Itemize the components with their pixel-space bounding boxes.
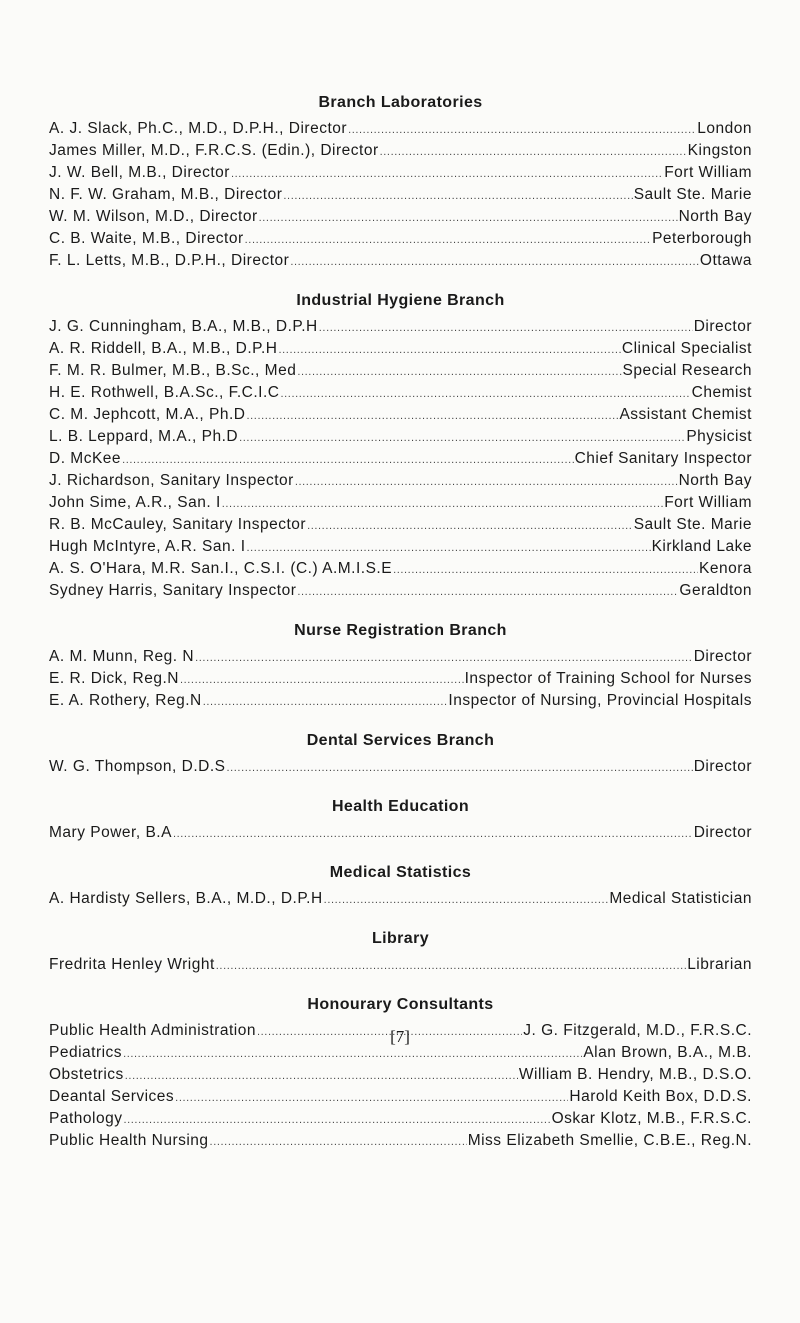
entry-value: Physicist (686, 428, 752, 445)
dot-leader (246, 405, 618, 427)
entry-value: Director (693, 648, 752, 665)
entry-value: North Bay (678, 472, 752, 489)
entry-value: William B. Hendry, M.B., D.S.O. (518, 1066, 752, 1083)
entry-value: Chemist (691, 384, 752, 401)
dot-leader (231, 163, 663, 185)
dot-leader (280, 383, 690, 405)
entry-value: Oskar Klotz, M.B., F.R.S.C. (551, 1110, 752, 1127)
entry-name: Pathology (49, 1110, 123, 1127)
directory-entry (49, 514, 752, 536)
entry-name: E. A. Rothery, Reg.N (49, 692, 202, 709)
dot-leader (297, 361, 621, 383)
directory-entry (49, 184, 752, 206)
section-heading: Medical Statistics (329, 864, 472, 881)
entry-name: A. J. Slack, Ph.C., M.D., D.P.H., Director (49, 120, 348, 137)
section (49, 792, 752, 844)
directory-entry (49, 558, 752, 580)
entry-name: J. Richardson, Sanitary Inspector (49, 472, 294, 489)
entry-name: W. M. Wilson, M.D., Director (49, 208, 258, 225)
entry-value: Chief Sanitary Inspector (574, 450, 752, 467)
dot-leader (173, 823, 693, 845)
entry-name: James Miller, M.D., F.R.C.S. (Edin.), Director (49, 142, 379, 159)
dot-leader (290, 251, 699, 273)
section-heading: Industrial Hygiene Branch (296, 292, 505, 309)
directory-entry (49, 426, 752, 448)
dot-leader (278, 339, 620, 361)
entry-value: Special Research (622, 362, 752, 379)
directory-entry (49, 140, 752, 162)
section (49, 924, 752, 976)
directory-entry (49, 954, 752, 976)
entry-value: J. G. Fitzgerald, M.D., F.R.S.C. (523, 1022, 752, 1039)
entry-value: Kenora (699, 560, 752, 577)
document-page (49, 88, 752, 1152)
directory-entry (49, 756, 752, 778)
entry-name: J. G. Cunningham, B.A., M.B., D.P.H (49, 318, 318, 335)
directory-entry (49, 338, 752, 360)
entry-value: Inspector of Nursing, Provincial Hospitals (448, 692, 752, 709)
directory-entry (49, 206, 752, 228)
dot-leader (195, 647, 693, 669)
dot-leader (125, 1065, 518, 1087)
entry-value: Assistant Chemist (619, 406, 752, 423)
dot-leader (175, 1087, 568, 1109)
entry-value: Alan Brown, B.A., M.B. (583, 1044, 752, 1061)
entry-name: A. R. Riddell, B.A., M.B., D.P.H (49, 340, 278, 357)
entry-value: Peterborough (652, 230, 752, 247)
dot-leader (239, 427, 685, 449)
dot-leader (216, 955, 686, 977)
entry-name: Fredrita Henley Wright (49, 956, 215, 973)
section-heading: Health Education (331, 798, 470, 815)
dot-leader (295, 471, 678, 493)
entry-value: Director (693, 824, 752, 841)
entry-name: C. B. Waite, M.B., Director (49, 230, 244, 247)
directory-entry (49, 228, 752, 250)
directory-entry (49, 470, 752, 492)
section (49, 726, 752, 778)
section (49, 88, 752, 272)
dot-leader (319, 317, 693, 339)
directory-entry (49, 382, 752, 404)
page-number: [7] (390, 1027, 410, 1046)
directory-entry (49, 162, 752, 184)
directory-entry (49, 118, 752, 140)
entry-value: Fort William (664, 494, 752, 511)
directory-entry (49, 1108, 752, 1130)
entry-name: Pediatrics (49, 1044, 123, 1061)
dot-leader (297, 581, 678, 603)
entry-value: Kingston (687, 142, 752, 159)
entry-value: Director (693, 758, 752, 775)
directory-entry (49, 448, 752, 470)
dot-leader (210, 1131, 467, 1153)
entry-value: London (697, 120, 752, 137)
directory-entry (49, 1064, 752, 1086)
dot-leader (283, 185, 632, 207)
entry-name: Mary Power, B.A (49, 824, 172, 841)
section (49, 990, 752, 1152)
entry-name: J. W. Bell, M.B., Director (49, 164, 230, 181)
directory-entry (49, 492, 752, 514)
entry-name: W. G. Thompson, D.D.S (49, 758, 226, 775)
entry-value: Sault Ste. Marie (633, 516, 752, 533)
section-heading: Honourary Consultants (307, 996, 494, 1013)
directory-entry (49, 690, 752, 712)
dot-leader (247, 537, 651, 559)
section-heading: Nurse Registration Branch (294, 622, 507, 639)
entry-name: R. B. McCauley, Sanitary Inspector (49, 516, 307, 533)
entry-name: Deantal Services (49, 1088, 175, 1105)
entry-name: A. M. Munn, Reg. N (49, 648, 195, 665)
directory-entry (49, 316, 752, 338)
entry-value: Ottawa (699, 252, 752, 269)
entry-value: Kirkland Lake (651, 538, 752, 555)
directory-entry (49, 668, 752, 690)
directory-entry (49, 1130, 752, 1152)
dot-leader (123, 1109, 550, 1131)
entry-value: Inspector of Training School for Nurses (464, 670, 752, 687)
entry-name: Public Health Administration (49, 1022, 256, 1039)
entry-name: Sydney Harris, Sanitary Inspector (49, 582, 297, 599)
entry-name: C. M. Jephcott, M.A., Ph.D (49, 406, 246, 423)
dot-leader (324, 889, 609, 911)
dot-leader (307, 515, 633, 537)
entry-value: Librarian (687, 956, 752, 973)
entry-name: F. M. R. Bulmer, M.B., B.Sc., Med (49, 362, 297, 379)
entry-name: Public Health Nursing (49, 1132, 209, 1149)
dot-leader (203, 691, 448, 713)
section (49, 616, 752, 712)
entry-value: Fort William (664, 164, 752, 181)
entry-value: Sault Ste. Marie (633, 186, 752, 203)
entry-name: F. L. Letts, M.B., D.P.H., Director (49, 252, 290, 269)
directory-entry (49, 360, 752, 382)
entry-name: A. S. O'Hara, M.R. San.I., C.S.I. (C.) A.M.I.S.E (49, 560, 393, 577)
entry-value: Clinical Specialist (621, 340, 752, 357)
directory-entry (49, 536, 752, 558)
entry-value: Harold Keith Box, D.D.S. (569, 1088, 752, 1105)
dot-leader (380, 141, 687, 163)
dot-leader (222, 493, 663, 515)
section-heading: Library (371, 930, 430, 947)
dot-leader (393, 559, 698, 581)
section-heading: Branch Laboratories (318, 94, 483, 111)
directory-entry (49, 404, 752, 426)
entry-name: H. E. Rothwell, B.A.Sc., F.C.I.C (49, 384, 280, 401)
entry-value: Geraldton (679, 582, 752, 599)
entry-name: John Sime, A.R., San. I (49, 494, 221, 511)
directory-entry (49, 250, 752, 272)
directory-entry (49, 888, 752, 910)
directory-entry (49, 580, 752, 602)
entry-name: L. B. Leppard, M.A., Ph.D (49, 428, 239, 445)
dot-leader (245, 229, 651, 251)
entry-value: Medical Statistician (609, 890, 752, 907)
entry-value: Miss Elizabeth Smellie, C.B.E., Reg.N. (467, 1132, 752, 1149)
entry-name: A. Hardisty Sellers, B.A., M.D., D.P.H (49, 890, 323, 907)
dot-leader (180, 669, 464, 691)
entry-name: N. F. W. Graham, M.B., Director (49, 186, 283, 203)
entry-name: E. R. Dick, Reg.N (49, 670, 179, 687)
section (49, 858, 752, 910)
directory-entry (49, 646, 752, 668)
entry-name: Hugh McIntyre, A.R. San. I (49, 538, 246, 555)
entry-name: Obstetrics (49, 1066, 124, 1083)
dot-leader (226, 757, 692, 779)
section-heading: Dental Services Branch (306, 732, 495, 749)
entry-value: Director (693, 318, 752, 335)
directory-entry (49, 1086, 752, 1108)
dot-leader (259, 207, 678, 229)
dot-leader (348, 119, 696, 141)
directory-entry (49, 822, 752, 844)
entry-value: North Bay (678, 208, 752, 225)
dot-leader (122, 449, 574, 471)
entry-name: D. McKee (49, 450, 122, 467)
section (49, 286, 752, 602)
